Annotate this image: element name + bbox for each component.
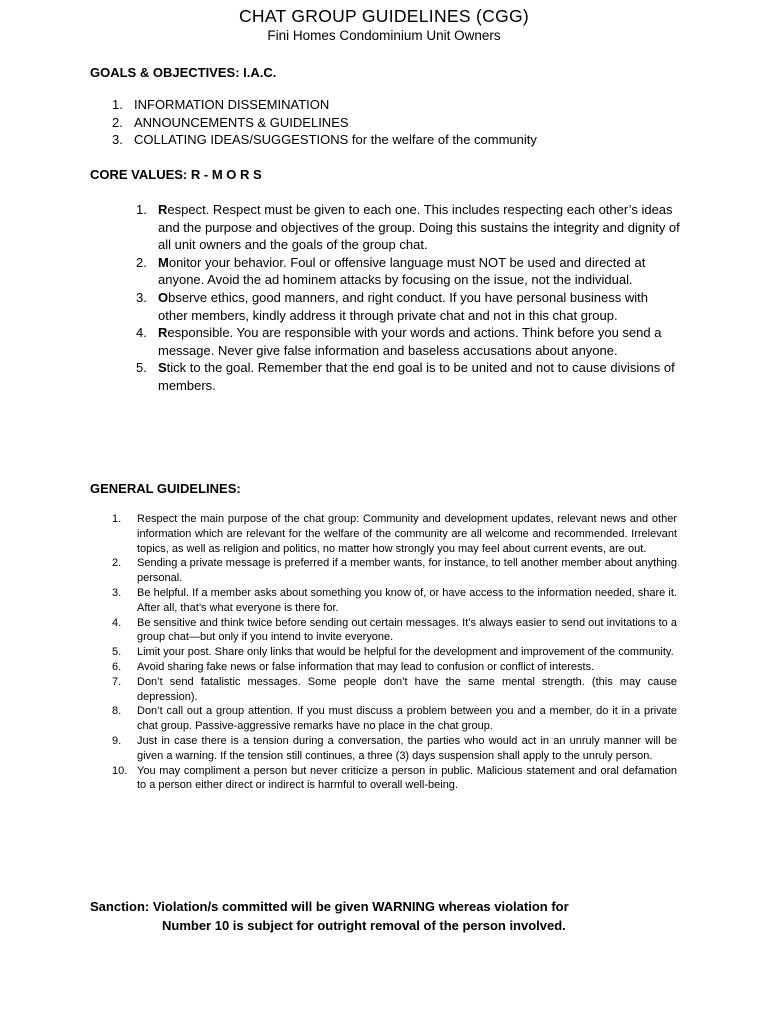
- item-number: 2.: [112, 557, 122, 570]
- item-text: COLLATING IDEAS/SUGGESTIONS for the welfare of the community: [134, 132, 537, 147]
- goals-heading: GOALS & OBJECTIVES: I.A.C.: [90, 65, 277, 80]
- core-values-heading: CORE VALUES: R - M O R S: [90, 167, 262, 182]
- item-number: 3.: [112, 132, 123, 147]
- item-text: Sending a private message is preferred if a member wants, for instance, to tell another member about anything personal.: [137, 557, 677, 585]
- item-number: 9.: [112, 734, 122, 747]
- list-item: [112, 96, 672, 114]
- item-text: Be helpful. If a member asks about something you know of, or have access to the information needed, share it. After all, that’s what everyone is there for.: [137, 586, 677, 614]
- list-item: [136, 324, 681, 359]
- item-initial: S: [158, 360, 167, 376]
- list-item: [112, 616, 677, 646]
- sanction-line-1: Sanction: Violation/s committed will be given WARNING whereas violation for: [90, 899, 569, 914]
- list-item: [112, 660, 677, 675]
- item-number: 8.: [112, 705, 122, 718]
- document-title: CHAT GROUP GUIDELINES (CGG): [238, 6, 530, 26]
- goals-list: [112, 96, 672, 149]
- list-item: [112, 114, 672, 132]
- item-text: esponsible. You are responsible with your words and actions. Think before you send a message. Never give false information and baseless accusations about anyone.: [158, 325, 662, 358]
- item-number: 1.: [112, 513, 122, 525]
- list-item: [112, 131, 672, 149]
- item-text: Be sensitive and think twice before sending out certain messages. It’s always easier to send out invitations to a group chat—but only if you intend to invite everyone.: [137, 616, 677, 644]
- list-item: [136, 201, 681, 254]
- item-initial: R: [158, 202, 168, 217]
- item-text: Don’t send fatalistic messages. Some people don’t have the same mental strength. (this may cause depression).: [137, 675, 677, 703]
- list-item: [136, 254, 681, 289]
- item-text: Respect the main purpose of the chat group: Community and development updates, relevant news and other information which are relevant for the welfare of the community are all welcome and recommended. Irrelevant topics, as well as religion and politics, no matter how strongly you may feel about current events, are out.: [137, 513, 677, 555]
- item-initial: M: [158, 254, 169, 270]
- item-text: INFORMATION DISSEMINATION: [134, 97, 330, 112]
- sanction-line-2: Number 10 is subject for outright removal of the person involved.: [162, 917, 566, 933]
- item-number: 7.: [112, 675, 122, 688]
- item-number: 1.: [136, 202, 147, 217]
- item-number: 6.: [112, 660, 122, 673]
- list-item: [112, 675, 677, 705]
- item-text: espect. Respect must be given to each one. This includes respecting each other’s ideas and the purpose and objectives of the group. Doing this sustains the integrity and dignity of all unit owners and the goals of the group chat.: [158, 202, 680, 253]
- list-item: [112, 734, 677, 764]
- item-text: You may compliment a person but never criticize a person in public. Malicious statement and oral defamation to a person either direct or indirect is harmful to overall well-being.: [137, 764, 677, 792]
- item-text: tick to the goal. Remember that the end goal is to be united and not to cause divisions of members.: [158, 360, 675, 393]
- item-number: 5.: [112, 646, 122, 659]
- list-item: [112, 764, 677, 794]
- item-text: ANNOUNCEMENTS & GUIDELINES: [134, 114, 349, 130]
- general-guidelines-list: [112, 512, 677, 793]
- item-text: Limit your post. Share only links that would be helpful for the development and improvement of the community.: [137, 646, 674, 659]
- core-values-list: [136, 201, 681, 395]
- list-item: [112, 704, 677, 734]
- list-item: [136, 359, 681, 394]
- item-number: 3.: [112, 586, 122, 599]
- document-subtitle: Fini Homes Condominium Unit Owners: [267, 28, 501, 43]
- item-text: Avoid sharing fake news or false information that may lead to confusion or conflict of interests.: [137, 660, 595, 673]
- sanction-note: [90, 898, 680, 935]
- item-initial: O: [158, 289, 169, 305]
- list-item: [112, 645, 677, 660]
- item-number: 3.: [136, 289, 147, 305]
- item-text: onitor your behavior. Foul or offensive language must NOT be used and directed at anyone. Avoid the ad hominem attacks by focusing on the issue, not the individual.: [158, 254, 646, 288]
- item-number: 4.: [136, 325, 147, 341]
- item-text: bserve ethics, good manners, and right conduct. If you have personal business with other members, kindly address it through private chat and not in this chat group.: [158, 289, 648, 323]
- list-item: [112, 556, 677, 586]
- list-item: [112, 586, 677, 616]
- item-number: 1.: [112, 97, 123, 112]
- item-number: 10.: [112, 764, 128, 777]
- item-initial: R: [158, 325, 168, 341]
- list-item: [136, 289, 681, 324]
- item-text: Just in case there is a tension during a conversation, the parties who would act in an unruly manner will be given a warning. If the tension still continues, a three (3) days suspension shall apply to the unruly person.: [137, 734, 677, 762]
- item-text: Don’t call out a group attention. If you must discuss a problem between you and a member, do it in a private chat group. Passive-aggressive remarks have no place in the chat group.: [137, 705, 677, 733]
- item-number: 5.: [136, 360, 147, 376]
- general-guidelines-heading: GENERAL GUIDELINES:: [90, 481, 241, 496]
- list-item: [112, 512, 677, 556]
- item-number: 4.: [112, 616, 122, 629]
- item-number: 2.: [112, 114, 123, 130]
- item-number: 2.: [136, 254, 147, 270]
